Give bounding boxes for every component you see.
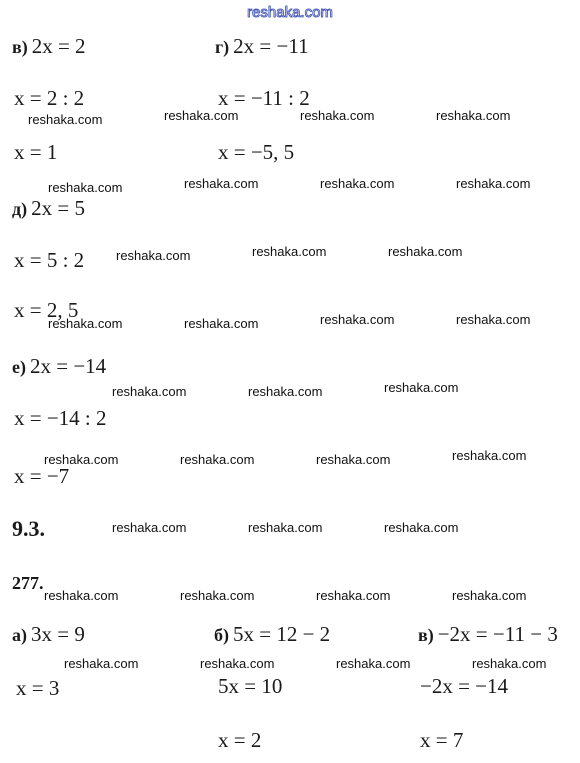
problem-b2-equation: б) 5x = 12 − 2 xyxy=(214,622,331,646)
problem-g-answer: x = −5, 5 xyxy=(218,140,295,164)
watermark: reshaka.com xyxy=(48,316,123,331)
watermark: reshaka.com xyxy=(64,656,139,671)
watermark: reshaka.com xyxy=(452,448,527,463)
watermark: reshaka.com xyxy=(320,312,395,327)
watermark: reshaka.com xyxy=(184,176,259,191)
problem-v-answer: x = 1 xyxy=(14,140,58,164)
problem-b2-label: б) xyxy=(214,625,229,645)
problem-b2-step-1: 5x = 10 xyxy=(218,674,283,698)
problem-g-step-1: x = −11 : 2 xyxy=(218,86,310,110)
problem-v2-equation: в) −2x = −11 − 3 xyxy=(418,622,558,646)
problem-d-equation: д) 2x = 5 xyxy=(12,196,85,220)
watermark: reshaka.com xyxy=(456,176,531,191)
watermark: reshaka.com xyxy=(112,384,187,399)
problem-e-answer: x = −7 xyxy=(14,464,70,488)
watermark: reshaka.com xyxy=(316,588,391,603)
problem-a2-answer: x = 3 xyxy=(16,676,60,700)
problem-g-equation: г) 2x = −11 xyxy=(215,34,309,58)
watermark: reshaka.com xyxy=(436,108,511,123)
problem-a2-label: а) xyxy=(12,625,27,645)
watermark: reshaka.com xyxy=(388,244,463,259)
watermark: reshaka.com xyxy=(180,588,255,603)
problem-v2-step-1: −2x = −14 xyxy=(420,674,509,698)
problem-v2-answer: x = 7 xyxy=(420,728,464,752)
watermark: reshaka.com xyxy=(452,588,527,603)
watermark: reshaka.com xyxy=(28,112,103,127)
problem-a2-equation: а) 3x = 9 xyxy=(12,622,85,646)
exercise-heading: 9.3. xyxy=(12,516,45,541)
site-watermark-top: reshaka.com xyxy=(247,4,333,21)
problem-d-label: д) xyxy=(12,199,28,219)
watermark: reshaka.com xyxy=(180,452,255,467)
watermark: reshaka.com xyxy=(44,588,119,603)
watermark: reshaka.com xyxy=(164,108,239,123)
problem-number: 277. xyxy=(12,573,44,593)
problem-d-step-1: x = 5 : 2 xyxy=(14,248,85,272)
watermark: reshaka.com xyxy=(248,384,323,399)
watermark: reshaka.com xyxy=(456,312,531,327)
problem-v-step-1: x = 2 : 2 xyxy=(14,86,85,110)
problem-g-label: г) xyxy=(215,37,230,57)
watermark: reshaka.com xyxy=(44,452,119,467)
watermark: reshaka.com xyxy=(116,248,191,263)
problem-e-step-1: x = −14 : 2 xyxy=(14,406,107,430)
watermark: reshaka.com xyxy=(316,452,391,467)
watermark: reshaka.com xyxy=(336,656,411,671)
problem-v-equation: в) 2x = 2 xyxy=(12,34,86,58)
watermark: reshaka.com xyxy=(384,520,459,535)
watermark: reshaka.com xyxy=(472,656,547,671)
watermark: reshaka.com xyxy=(48,180,123,195)
watermark: reshaka.com xyxy=(384,380,459,395)
problem-v2-label: в) xyxy=(418,625,434,645)
watermark: reshaka.com xyxy=(184,316,259,331)
watermark: reshaka.com xyxy=(320,176,395,191)
problem-e-equation: е) 2x = −14 xyxy=(12,354,107,378)
watermark: reshaka.com xyxy=(112,520,187,535)
problem-v-label: в) xyxy=(12,37,28,57)
watermark: reshaka.com xyxy=(200,656,275,671)
watermark: reshaka.com xyxy=(252,244,327,259)
watermark: reshaka.com xyxy=(300,108,375,123)
problem-b2-answer: x = 2 xyxy=(218,728,262,752)
watermark: reshaka.com xyxy=(248,520,323,535)
problem-e-label: е) xyxy=(12,357,26,377)
problem-d-answer: x = 2, 5 xyxy=(14,298,79,322)
